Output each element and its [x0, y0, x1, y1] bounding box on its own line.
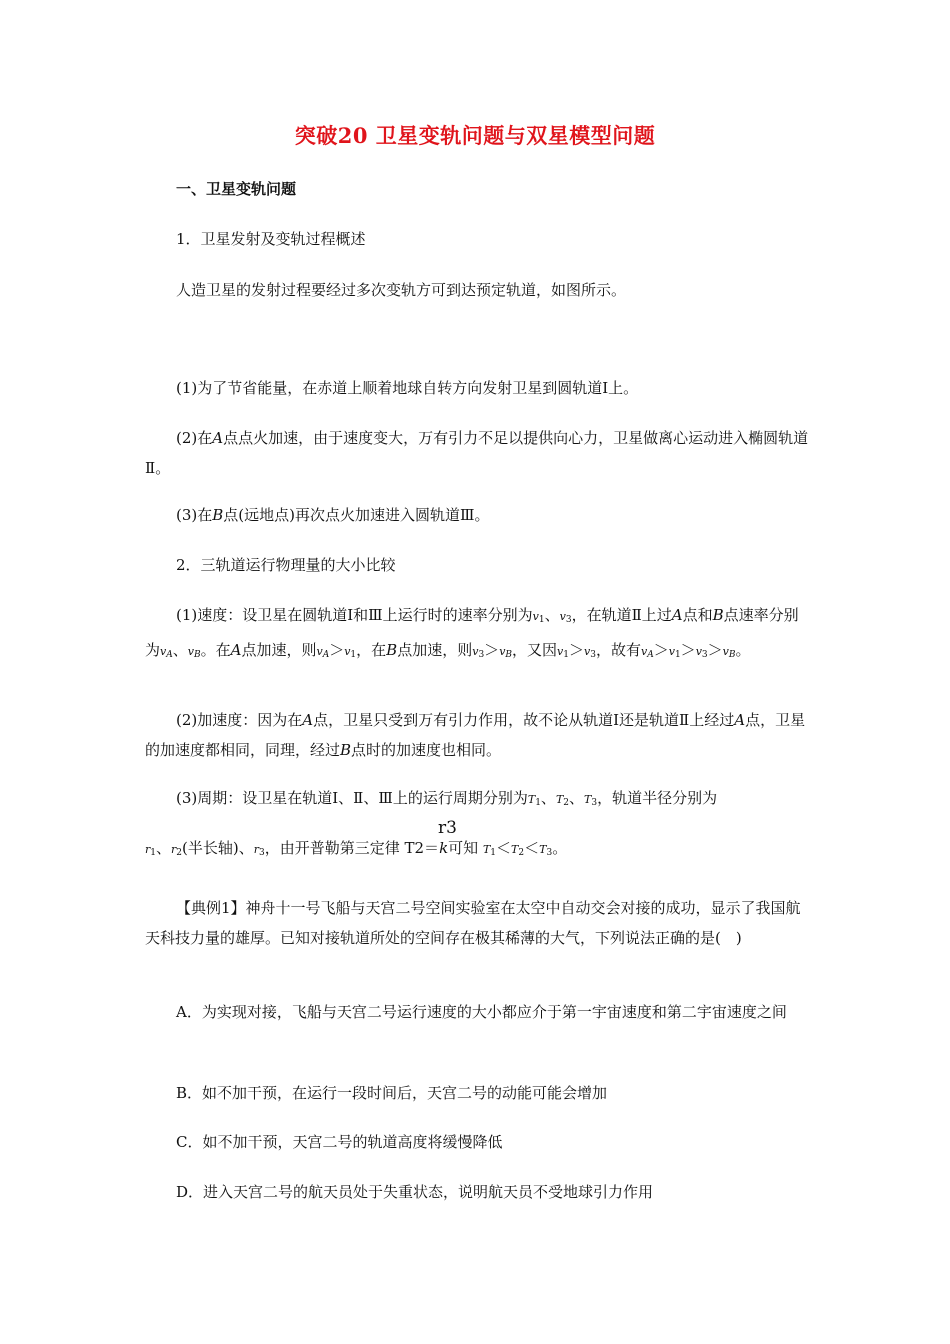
- option-a: A．为实现对接，飞船与天宫二号运行速度的大小都应介于第一宇宙速度和第二宇宙速度之间: [176, 1003, 787, 1021]
- item-paragraph: (1)为了节省能量，在赤道上顺着地球自转方向发射卫星到圆轨道Ⅰ上。: [176, 379, 639, 397]
- accel-paragraph: (2)加速度：因为在A点，卫星只受到万有引力作用，故不论从轨道Ⅰ还是轨道Ⅱ上经过A点，卫星的加速度都相同，同理，经过B点时的加速度也相同。: [145, 711, 806, 759]
- item-paragraph: (2)在A点点火加速，由于速度变大，万有引力不足以提供向心力，卫星做离心运动进入椭圆轨道Ⅱ。: [145, 429, 809, 477]
- page-title: 突破20 卫星变轨问题与双星模型问题: [294, 123, 656, 148]
- formula-numerator: r3: [438, 818, 457, 838]
- speed-paragraph: (1)速度：设卫星在圆轨道Ⅰ和Ⅲ上运行时的速率分别为$v_1$、$v_3$，在轨道Ⅱ上过A点和B点速率分别为$v_A$、$v_B$。在A点加速，则$v_A>v_1$，在B点加速，则$v_3>v_B$，又因$v_1>v_3$，故有$v_A>v_1>v_3>v_B$。: [145, 606, 799, 660]
- option-d: D．进入天宫二号的航天员处于失重状态，说明航天员不受地球引力作用: [176, 1183, 654, 1201]
- subsection-heading: 1．卫星发射及变轨过程概述: [176, 230, 366, 248]
- item-paragraph: (3)在B点(远地点)再次点火加速进入圆轨道Ⅲ。: [176, 506, 490, 524]
- option-b: B．如不加干预，在运行一段时间后，天宫二号的动能可能会增加: [176, 1084, 608, 1102]
- example-label: 【典例1】: [176, 899, 246, 917]
- intro-paragraph: 人造卫星的发射过程要经过多次变轨方可到达预定轨道，如图所示。: [176, 281, 627, 299]
- option-c: C．如不加干预，天宫二号的轨道高度将缓慢降低: [176, 1133, 503, 1151]
- section-heading: 一、卫星变轨问题: [176, 180, 297, 198]
- period-paragraph-cont: $r_1$、$r_2$(半长轴)、$r_3$，由开普勒第三定律 T2＝k可知 $T_1<T_2<T_3$。: [145, 839, 568, 858]
- subsection-heading: 2．三轨道运行物理量的大小比较: [176, 556, 396, 574]
- example-question: [145, 893, 809, 953]
- period-paragraph: (3)周期：设卫星在轨道Ⅰ、Ⅱ、Ⅲ上的运行周期分别为$T_1$、$T_2$、$T_3$，轨道半径分别为: [176, 789, 718, 808]
- example-text: 神舟十一号飞船与天宫二号空间实验室在太空中自动交会对接的成功，显示了我国航天科技力量的雄厚。已知对接轨道所处的空间存在极其稀薄的大气，下列说法正确的是( ): [145, 899, 801, 947]
